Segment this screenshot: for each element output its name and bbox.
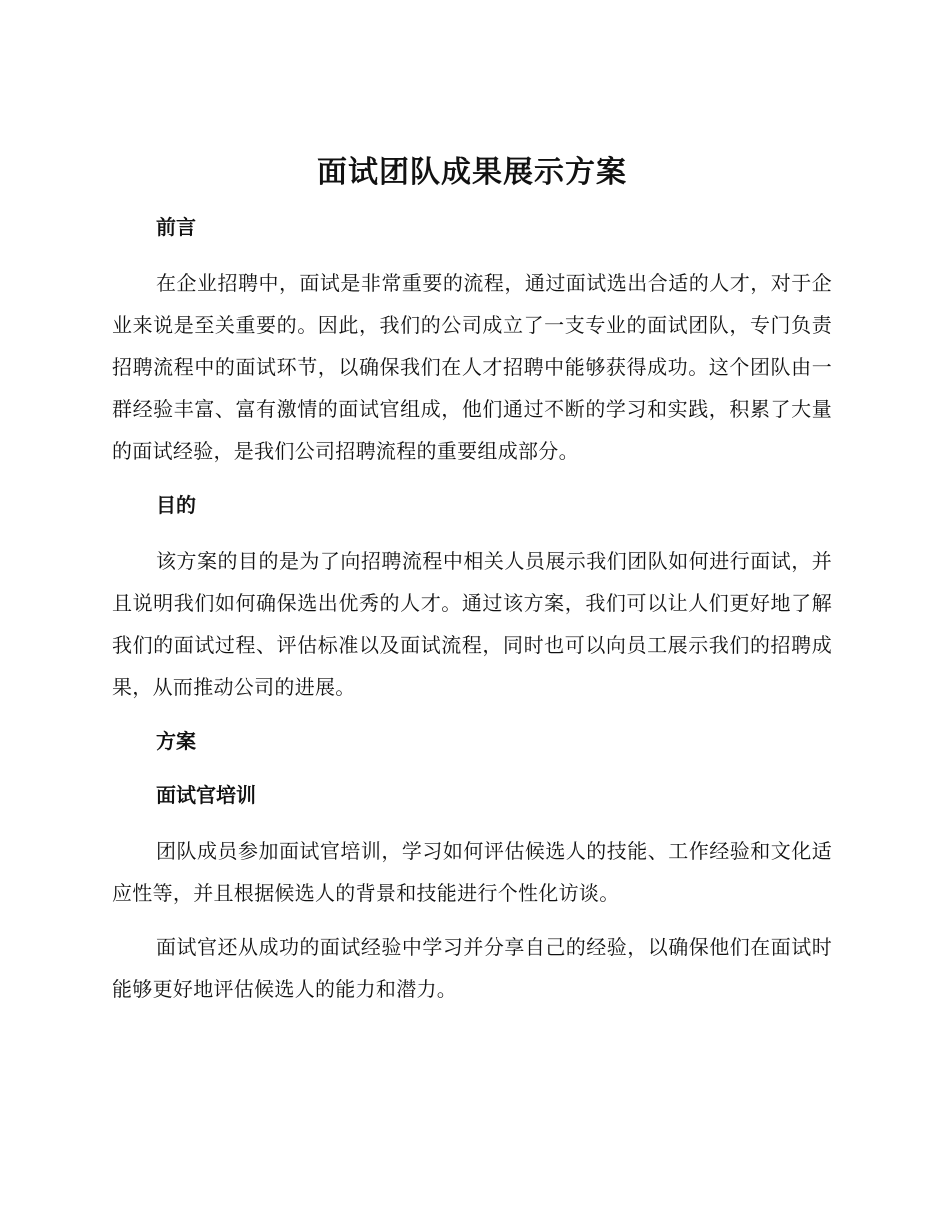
section-heading-plan: 方案 xyxy=(156,729,196,753)
document-title: 面试团队成果展示方案 xyxy=(317,155,627,190)
paragraph-training-1: 团队成员参加面试官培训，学习如何评估候选人的技能、工作经验和文化适应性等，并且根据候选人的背景和技能进行个性化访谈。 xyxy=(112,839,832,905)
paragraph-preface: 在企业招聘中，面试是非常重要的流程，通过面试选出合适的人才，对于企业来说是至关重要的。因此，我们的公司成立了一支专业的面试团队，专门负责招聘流程中的面试环节，以确保我们在人才招聘中能够获得成功。这个团队由一群经验丰富、富有激情的面试官组成，他们通过不断的学习和实践，积累了大量的面试经验，是我们公司招聘流程的重要组成部分。 xyxy=(112,271,832,463)
section-heading-interviewer-training: 面试官培训 xyxy=(156,783,256,807)
paragraph-purpose: 该方案的目的是为了向招聘流程中相关人员展示我们团队如何进行面试，并且说明我们如何确保选出优秀的人才。通过该方案，我们可以让人们更好地了解我们的面试过程、评估标准以及面试流程，同时也可以向员工展示我们的招聘成果，从而推动公司的进展。 xyxy=(112,549,832,699)
section-heading-preface: 前言 xyxy=(156,215,196,239)
paragraph-training-2: 面试官还从成功的面试经验中学习并分享自己的经验，以确保他们在面试时能够更好地评估候选人的能力和潜力。 xyxy=(112,935,832,1001)
document-body xyxy=(112,148,832,1010)
section-heading-purpose: 目的 xyxy=(156,493,196,517)
